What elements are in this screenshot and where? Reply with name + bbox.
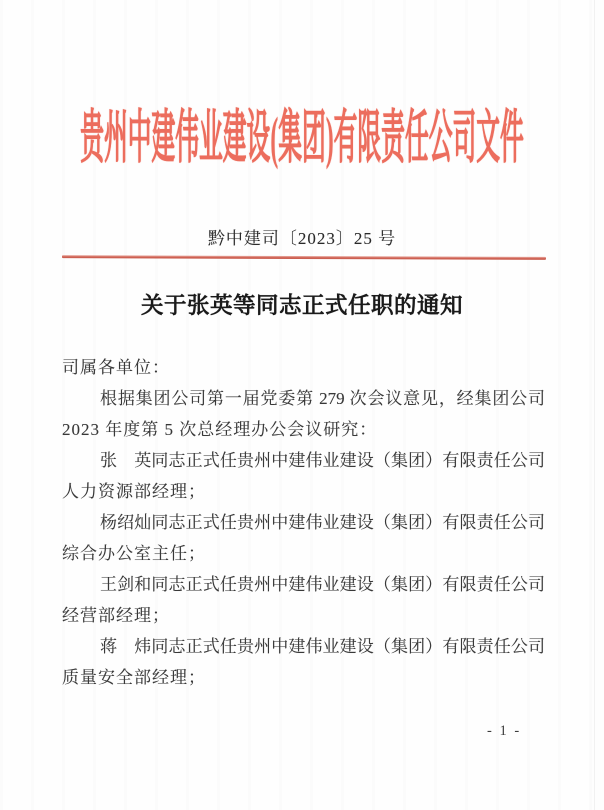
body-text-line: 人力资源部经理； xyxy=(62,482,206,501)
document-body xyxy=(62,352,545,693)
page-number: - 1 - xyxy=(487,723,522,739)
red-header-banner xyxy=(0,95,604,170)
body-text-line: 根据集团公司第一届党委第 279 次会议意见，经集团公司 xyxy=(100,389,545,408)
body-text-line: 2023 年度第 5 次总经理办公会议研究： xyxy=(62,420,378,439)
body-text-line: 综合办公室主任； xyxy=(62,544,206,563)
body-text-line: 司属各单位： xyxy=(62,358,170,377)
document-number: 黔中建司〔2023〕25 号 xyxy=(207,229,397,248)
document-title: 关于张英等同志正式任职的通知 xyxy=(140,293,463,318)
body-text-line: 经营部经理； xyxy=(62,606,170,625)
body-text-line: 王剑和同志正式任贵州中建伟业建设（集团）有限责任公司 xyxy=(100,575,545,594)
red-divider-line xyxy=(62,255,546,260)
organization-header-title: 贵州中建伟业建设(集团)有限责任公司文件 xyxy=(80,105,524,171)
body-text-line: 张 英同志正式任贵州中建伟业建设（集团）有限责任公司 xyxy=(100,451,545,470)
body-text-line: 质量安全部经理； xyxy=(62,668,206,687)
body-text-line: 杨绍灿同志正式任贵州中建伟业建设（集团）有限责任公司 xyxy=(100,513,545,532)
body-text-line: 蒋 炜同志正式任贵州中建伟业建设（集团）有限责任公司 xyxy=(100,637,545,656)
scan-edge-artifact xyxy=(594,0,595,810)
